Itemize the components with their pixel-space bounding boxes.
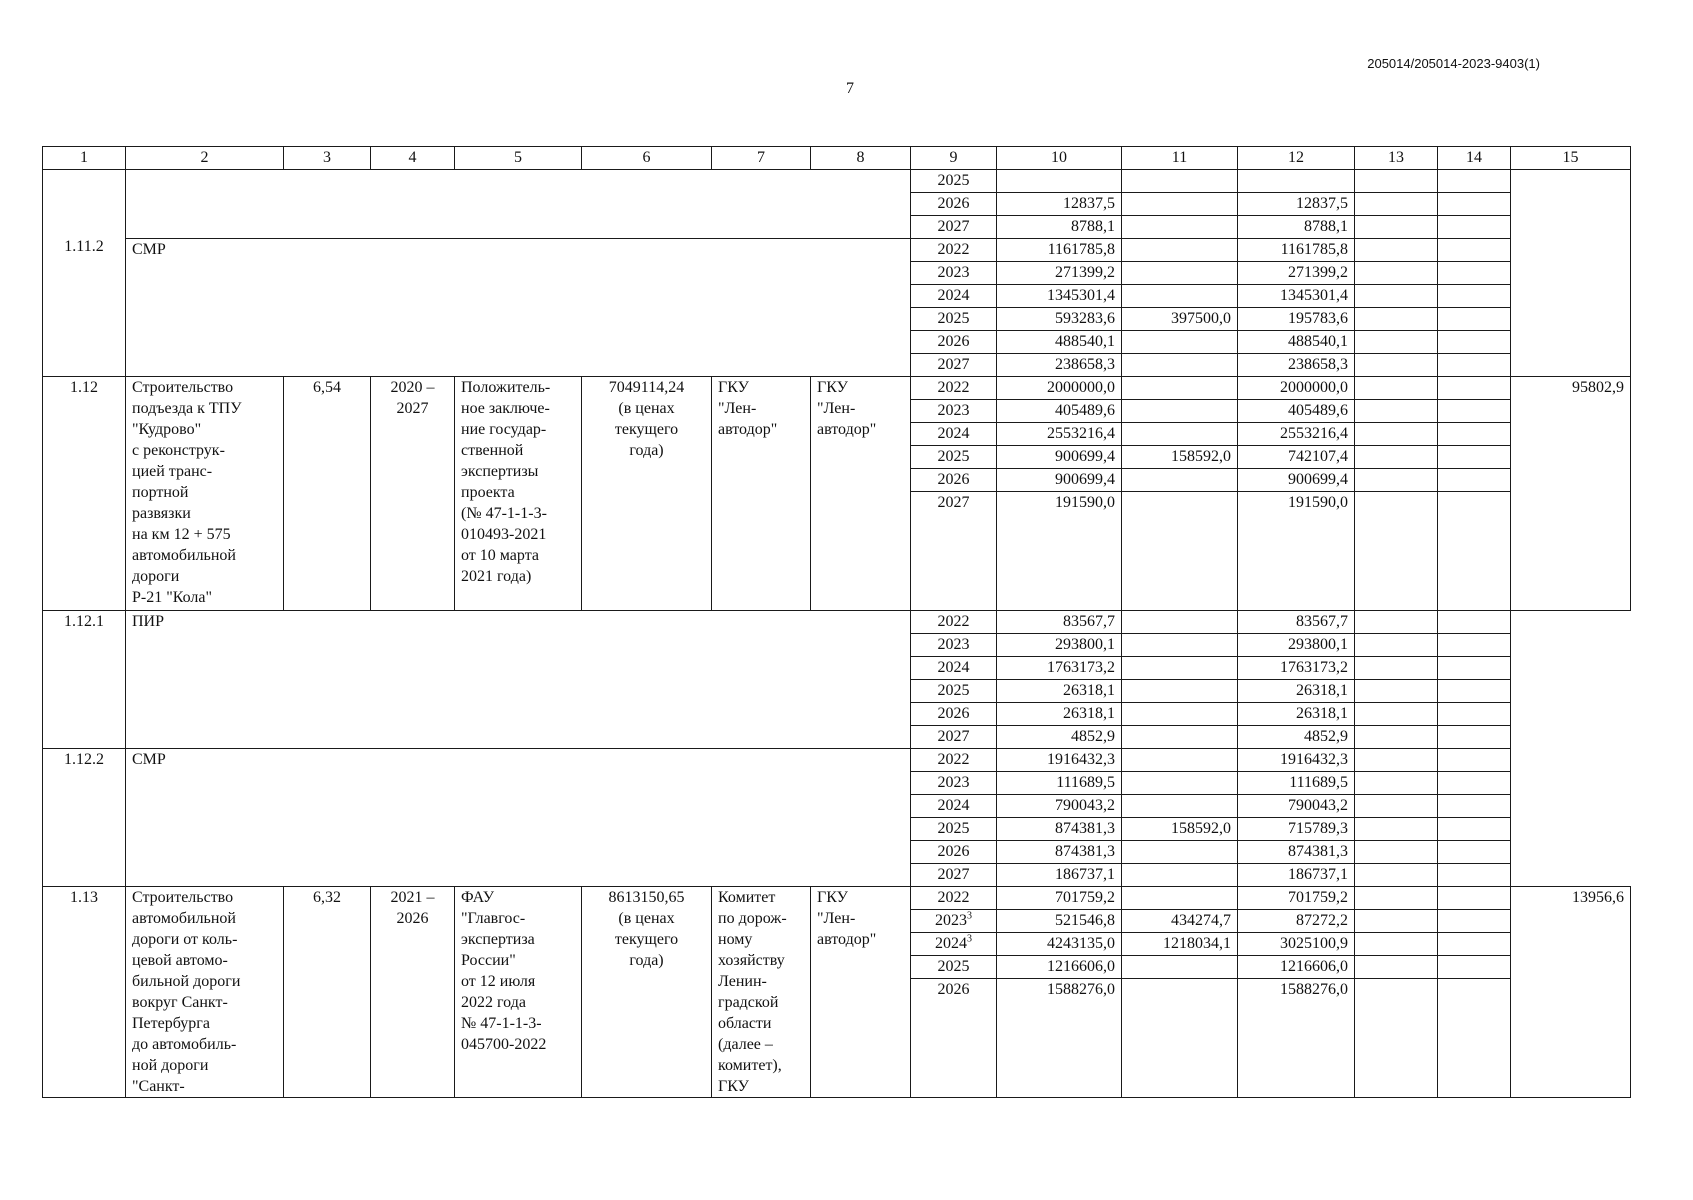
federal-amount-cell: [1122, 285, 1238, 308]
year-value: 2026: [937, 705, 970, 722]
empty-cell-13: [1355, 611, 1438, 634]
year-value: 2024: [937, 287, 970, 304]
item-name: Строительство автомобильной дороги от коль- цевой автомо- бильной дороги вокруг Санкт- Петербурга до автомобиль- ной дороги "Санкт-: [126, 887, 284, 1098]
federal-amount-cell: 1218034,1: [1122, 933, 1238, 956]
column-header: 12: [1238, 147, 1355, 170]
empty-cell-13: [1355, 492, 1438, 611]
empty-cell-13: [1355, 400, 1438, 423]
empty-cell-13: [1355, 772, 1438, 795]
year-cell: [911, 887, 997, 910]
footnote-marker: 3: [967, 933, 972, 945]
regional-amount-cell: 195783,6: [1238, 308, 1355, 331]
federal-amount-cell: 158592,0: [1122, 446, 1238, 469]
federal-amount-cell: 158592,0: [1122, 818, 1238, 841]
total-amount-cell: 293800,1: [997, 634, 1122, 657]
column-header: 1: [43, 147, 126, 170]
total-amount-cell: 1916432,3: [997, 749, 1122, 772]
item-name: Строительство подъезда к ТПУ "Кудрово" с реконструк- цией транс- портной развязки на км 12 + 575 автомобильной дороги Р-21 "Кола": [126, 377, 284, 611]
federal-amount-cell: [1122, 400, 1238, 423]
regional-amount-cell: 111689,5: [1238, 772, 1355, 795]
year-value: 2022: [937, 241, 970, 258]
column-header: 14: [1438, 147, 1511, 170]
empty-cell-14: [1438, 308, 1511, 331]
item-name: СМР: [126, 749, 911, 887]
table-row: [43, 611, 1631, 634]
estimated-cost: 8613150,65 (в ценах текущего года): [582, 887, 712, 1098]
empty-cell-13: [1355, 841, 1438, 864]
column-header: 6: [582, 147, 712, 170]
column-header: 9: [911, 147, 997, 170]
regional-amount-cell: 1916432,3: [1238, 749, 1355, 772]
capacity-value: 13956,6: [1511, 887, 1631, 1098]
empty-cell-13: [1355, 703, 1438, 726]
item-name: ПИР: [126, 611, 911, 749]
year-value: 2026: [937, 471, 970, 488]
year-cell: [911, 818, 997, 841]
year-value: 2022: [937, 889, 970, 906]
empty-cell-13: [1355, 193, 1438, 216]
total-amount-cell: 111689,5: [997, 772, 1122, 795]
empty-cell-14: [1438, 377, 1511, 400]
year-value: 2026: [937, 981, 970, 998]
item-number: 1.13: [43, 887, 126, 1098]
federal-amount-cell: [1122, 611, 1238, 634]
empty-cell-13: [1355, 818, 1438, 841]
customer: ГКУ "Лен- автодор": [712, 377, 811, 611]
year-value: 2022: [937, 613, 970, 630]
regional-amount-cell: 83567,7: [1238, 611, 1355, 634]
regional-amount-cell: 271399,2: [1238, 262, 1355, 285]
regional-amount-cell: 2000000,0: [1238, 377, 1355, 400]
empty-cell-13: [1355, 285, 1438, 308]
year-value: 2022: [937, 379, 970, 396]
total-amount-cell: 238658,3: [997, 354, 1122, 377]
item-name-continued: [126, 170, 911, 239]
table-row: [43, 239, 1631, 262]
year-cell: [911, 657, 997, 680]
total-amount-cell: 1216606,0: [997, 956, 1122, 979]
federal-amount-cell: [1122, 239, 1238, 262]
table-row: [43, 749, 1631, 772]
length-km: 6,32: [284, 887, 371, 1098]
investment-table: [42, 146, 1631, 1098]
table-body: [43, 147, 1631, 1098]
year-value: 2022: [937, 751, 970, 768]
expertise-conclusion: Положитель- ное заключе- ние государ- ственной экспертизы проекта (№ 47-1-1-3- 010493-2021 от 10 марта 2021 года): [455, 377, 582, 611]
developer: ГКУ "Лен- автодор": [811, 887, 911, 1098]
year-cell: [911, 910, 997, 933]
total-amount-cell: [997, 170, 1122, 193]
item-name: СМР: [126, 239, 911, 377]
expertise-conclusion: ФАУ "Главгос- экспертиза России" от 12 июля 2022 года № 47-1-1-3- 045700-2022: [455, 887, 582, 1098]
year-value: 2024: [937, 659, 970, 676]
empty-cell-13: [1355, 216, 1438, 239]
total-amount-cell: 521546,8: [997, 910, 1122, 933]
empty-cell-14: [1438, 170, 1511, 193]
year-cell: [911, 377, 997, 400]
federal-amount-cell: [1122, 726, 1238, 749]
federal-amount-cell: [1122, 423, 1238, 446]
year-cell: [911, 331, 997, 354]
empty-cell-13: [1355, 795, 1438, 818]
total-amount-cell: 12837,5: [997, 193, 1122, 216]
year-cell: [911, 611, 997, 634]
column-header: 13: [1355, 147, 1438, 170]
federal-amount-cell: [1122, 377, 1238, 400]
item-number: 1.12.1: [43, 611, 126, 749]
empty-cell-14: [1438, 933, 1511, 956]
regional-amount-cell: 26318,1: [1238, 703, 1355, 726]
column-header: 5: [455, 147, 582, 170]
regional-amount-cell: 742107,4: [1238, 446, 1355, 469]
federal-amount-cell: [1122, 680, 1238, 703]
empty-cell-14: [1438, 354, 1511, 377]
regional-amount-cell: 874381,3: [1238, 841, 1355, 864]
regional-amount-cell: 790043,2: [1238, 795, 1355, 818]
document-id: 205014/205014-2023-9403(1): [1367, 56, 1540, 71]
capacity-value: 95802,9: [1511, 377, 1631, 611]
empty-cell-14: [1438, 262, 1511, 285]
total-amount-cell: 790043,2: [997, 795, 1122, 818]
developer: ГКУ "Лен- автодор": [811, 377, 911, 611]
empty-cell-14: [1438, 864, 1511, 887]
regional-amount-cell: 1161785,8: [1238, 239, 1355, 262]
empty-cell-14: [1438, 400, 1511, 423]
empty-cell-14: [1438, 492, 1511, 611]
empty-cell-13: [1355, 308, 1438, 331]
year-cell: [911, 262, 997, 285]
empty-cell-14: [1438, 979, 1511, 1098]
empty-cell-14: [1438, 331, 1511, 354]
table-row: [43, 170, 1631, 193]
regional-amount-cell: 8788,1: [1238, 216, 1355, 239]
total-amount-cell: 874381,3: [997, 818, 1122, 841]
regional-amount-cell: 2553216,4: [1238, 423, 1355, 446]
federal-amount-cell: [1122, 170, 1238, 193]
year-cell: [911, 446, 997, 469]
empty-cell-14: [1438, 726, 1511, 749]
regional-amount-cell: 87272,2: [1238, 910, 1355, 933]
header-row: [43, 147, 1631, 170]
footnote-marker: 3: [967, 910, 972, 922]
empty-cell-14: [1438, 887, 1511, 910]
year-value: 2024: [935, 935, 967, 952]
customer: Комитет по дорож- ному хозяйству Ленин- градской области (далее – комитет), ГКУ: [712, 887, 811, 1098]
year-value: 2026: [937, 333, 970, 350]
empty-cell-13: [1355, 749, 1438, 772]
regional-amount-cell: 3025100,9: [1238, 933, 1355, 956]
empty-cell-13: [1355, 423, 1438, 446]
total-amount-cell: 4243135,0: [997, 933, 1122, 956]
item-number: 1.12: [43, 377, 126, 611]
total-amount-cell: 1588276,0: [997, 979, 1122, 1098]
federal-amount-cell: [1122, 354, 1238, 377]
empty-cell-14: [1438, 772, 1511, 795]
total-amount-cell: 1161785,8: [997, 239, 1122, 262]
empty-cell-14: [1438, 193, 1511, 216]
empty-cell-13: [1355, 170, 1438, 193]
column-header: 3: [284, 147, 371, 170]
regional-amount-cell: 715789,3: [1238, 818, 1355, 841]
column-header: 8: [811, 147, 911, 170]
year-cell: [911, 634, 997, 657]
federal-amount-cell: [1122, 492, 1238, 611]
empty-cell-14: [1438, 285, 1511, 308]
empty-cell-14: [1438, 703, 1511, 726]
federal-amount-cell: [1122, 749, 1238, 772]
empty-cell-13: [1355, 956, 1438, 979]
total-amount-cell: 1345301,4: [997, 285, 1122, 308]
regional-amount-cell: 405489,6: [1238, 400, 1355, 423]
regional-amount-cell: 238658,3: [1238, 354, 1355, 377]
total-amount-cell: 26318,1: [997, 680, 1122, 703]
year-cell: [911, 703, 997, 726]
year-cell: [911, 841, 997, 864]
empty-cell-14: [1438, 956, 1511, 979]
federal-amount-cell: [1122, 841, 1238, 864]
period-years: 2020 – 2027: [371, 377, 455, 611]
year-value: 2027: [937, 356, 970, 373]
page-number: 7: [846, 80, 854, 97]
total-amount-cell: 900699,4: [997, 446, 1122, 469]
year-value: 2023: [937, 636, 970, 653]
regional-amount-cell: [1238, 170, 1355, 193]
total-amount-cell: 874381,3: [997, 841, 1122, 864]
regional-amount-cell: 26318,1: [1238, 680, 1355, 703]
year-value: 2025: [937, 448, 970, 465]
regional-amount-cell: 1216606,0: [1238, 956, 1355, 979]
empty-cell-14: [1438, 446, 1511, 469]
year-value: 2027: [937, 218, 970, 235]
federal-amount-cell: [1122, 193, 1238, 216]
empty-cell-13: [1355, 680, 1438, 703]
year-value: 2025: [937, 172, 970, 189]
column-header: 11: [1122, 147, 1238, 170]
empty-cell-14: [1438, 841, 1511, 864]
empty-cell-14: [1438, 795, 1511, 818]
column-header: 2: [126, 147, 284, 170]
empty-cell-13: [1355, 377, 1438, 400]
year-cell: [911, 772, 997, 795]
year-value: 2027: [937, 866, 970, 883]
year-value: 2026: [937, 843, 970, 860]
empty-cell-14: [1438, 657, 1511, 680]
federal-amount-cell: 434274,7: [1122, 910, 1238, 933]
empty-cell-14: [1438, 818, 1511, 841]
year-value: 2023: [937, 402, 970, 419]
total-amount-cell: 191590,0: [997, 492, 1122, 611]
federal-amount-cell: [1122, 216, 1238, 239]
federal-amount-cell: [1122, 887, 1238, 910]
empty-cell-14: [1438, 910, 1511, 933]
total-amount-cell: 8788,1: [997, 216, 1122, 239]
total-amount-cell: 405489,6: [997, 400, 1122, 423]
federal-amount-cell: [1122, 657, 1238, 680]
empty-cell-14: [1438, 680, 1511, 703]
table-row: [43, 377, 1631, 400]
empty-cell-14: [1438, 469, 1511, 492]
federal-amount-cell: [1122, 956, 1238, 979]
capacity-value-continued: [1511, 170, 1631, 377]
federal-amount-cell: [1122, 864, 1238, 887]
empty-cell-13: [1355, 239, 1438, 262]
total-amount-cell: 186737,1: [997, 864, 1122, 887]
year-value: 2027: [937, 494, 970, 511]
year-value: 2023: [937, 264, 970, 281]
estimated-cost: 7049114,24 (в ценах текущего года): [582, 377, 712, 611]
total-amount-cell: 26318,1: [997, 703, 1122, 726]
empty-cell-13: [1355, 446, 1438, 469]
regional-amount-cell: 900699,4: [1238, 469, 1355, 492]
year-value: 2025: [937, 310, 970, 327]
item-number: 1.11.2: [43, 170, 126, 377]
year-value: 2025: [937, 958, 970, 975]
federal-amount-cell: [1122, 795, 1238, 818]
length-km: 6,54: [284, 377, 371, 611]
regional-amount-cell: 1588276,0: [1238, 979, 1355, 1098]
column-header: 10: [997, 147, 1122, 170]
year-cell: [911, 216, 997, 239]
year-cell: [911, 864, 997, 887]
federal-amount-cell: 397500,0: [1122, 308, 1238, 331]
year-cell: [911, 680, 997, 703]
empty-cell-13: [1355, 979, 1438, 1098]
year-cell: [911, 239, 997, 262]
column-header: 15: [1511, 147, 1631, 170]
empty-cell-13: [1355, 726, 1438, 749]
year-cell: [911, 726, 997, 749]
regional-amount-cell: 191590,0: [1238, 492, 1355, 611]
empty-cell-13: [1355, 933, 1438, 956]
regional-amount-cell: 1763173,2: [1238, 657, 1355, 680]
total-amount-cell: 2000000,0: [997, 377, 1122, 400]
year-cell: [911, 795, 997, 818]
empty-cell-14: [1438, 611, 1511, 634]
year-value: 2023: [935, 912, 967, 929]
year-value: 2024: [937, 797, 970, 814]
empty-cell-13: [1355, 887, 1438, 910]
empty-cell-14: [1438, 749, 1511, 772]
year-value: 2027: [937, 728, 970, 745]
regional-amount-cell: 12837,5: [1238, 193, 1355, 216]
total-amount-cell: 900699,4: [997, 469, 1122, 492]
regional-amount-cell: 488540,1: [1238, 331, 1355, 354]
regional-amount-cell: 293800,1: [1238, 634, 1355, 657]
year-cell: [911, 400, 997, 423]
total-amount-cell: 488540,1: [997, 331, 1122, 354]
year-cell: [911, 423, 997, 446]
year-cell: [911, 492, 997, 611]
year-cell: [911, 170, 997, 193]
total-amount-cell: 2553216,4: [997, 423, 1122, 446]
column-header: 4: [371, 147, 455, 170]
table-row: [43, 887, 1631, 910]
year-cell: [911, 933, 997, 956]
federal-amount-cell: [1122, 634, 1238, 657]
empty-cell-13: [1355, 469, 1438, 492]
federal-amount-cell: [1122, 772, 1238, 795]
item-number: 1.12.2: [43, 749, 126, 887]
period-years: 2021 – 2026: [371, 887, 455, 1098]
total-amount-cell: 593283,6: [997, 308, 1122, 331]
year-cell: [911, 285, 997, 308]
year-cell: [911, 308, 997, 331]
empty-cell-13: [1355, 910, 1438, 933]
federal-amount-cell: [1122, 703, 1238, 726]
year-value: 2026: [937, 195, 970, 212]
empty-cell-14: [1438, 423, 1511, 446]
total-amount-cell: 4852,9: [997, 726, 1122, 749]
column-header: 7: [712, 147, 811, 170]
year-cell: [911, 193, 997, 216]
empty-cell-13: [1355, 354, 1438, 377]
empty-cell-14: [1438, 634, 1511, 657]
year-cell: [911, 354, 997, 377]
year-cell: [911, 749, 997, 772]
federal-amount-cell: [1122, 979, 1238, 1098]
regional-amount-cell: 4852,9: [1238, 726, 1355, 749]
year-value: 2025: [937, 820, 970, 837]
year-cell: [911, 469, 997, 492]
total-amount-cell: 1763173,2: [997, 657, 1122, 680]
total-amount-cell: 271399,2: [997, 262, 1122, 285]
federal-amount-cell: [1122, 262, 1238, 285]
empty-cell-13: [1355, 657, 1438, 680]
year-value: 2023: [937, 774, 970, 791]
total-amount-cell: 701759,2: [997, 887, 1122, 910]
year-value: 2024: [937, 425, 970, 442]
empty-cell-13: [1355, 634, 1438, 657]
year-cell: [911, 956, 997, 979]
regional-amount-cell: 701759,2: [1238, 887, 1355, 910]
empty-cell-14: [1438, 216, 1511, 239]
total-amount-cell: 83567,7: [997, 611, 1122, 634]
regional-amount-cell: 1345301,4: [1238, 285, 1355, 308]
year-cell: [911, 979, 997, 1098]
year-value: 2025: [937, 682, 970, 699]
empty-cell-13: [1355, 262, 1438, 285]
empty-cell-13: [1355, 331, 1438, 354]
empty-cell-14: [1438, 239, 1511, 262]
regional-amount-cell: 186737,1: [1238, 864, 1355, 887]
federal-amount-cell: [1122, 469, 1238, 492]
federal-amount-cell: [1122, 331, 1238, 354]
empty-cell-13: [1355, 864, 1438, 887]
